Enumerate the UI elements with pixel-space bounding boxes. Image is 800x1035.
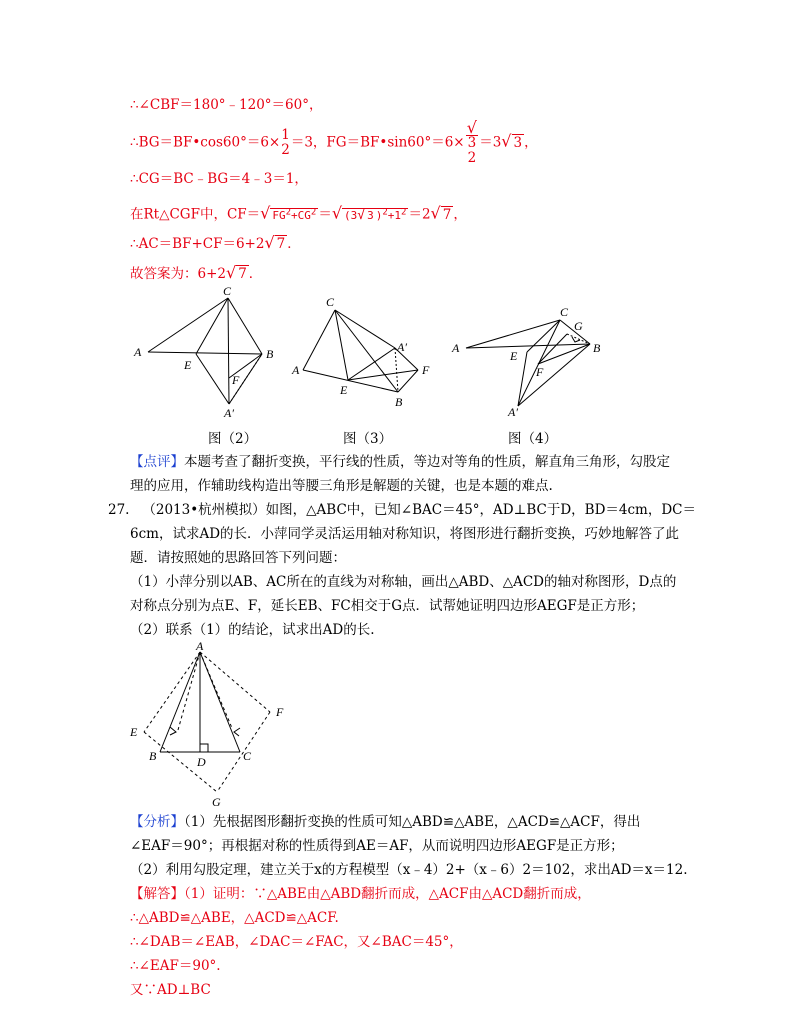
svg-text:F: F [422, 363, 430, 377]
svg-text:D: D [197, 755, 206, 769]
solution-line-3: ∴CG＝BC﹣BG＝4﹣3＝1， [130, 171, 308, 187]
solution-line-2: ∴BG＝BF•cos60°＝6× 1 2 ＝3，FG＝BF•sin60°＝6× √ 3 2 ＝3√ 3 ， [130, 118, 538, 166]
solution-line-2-b: ＝3，FG＝BF•sin60°＝6× [290, 134, 465, 151]
comment-line-2: 理的应用，作辅助线构造出等腰三角形是解题的关键，也是本题的难点. [130, 478, 553, 494]
sqrt-part: +1 [387, 208, 402, 222]
solution-line-4: 在Rt△CGF中，CF＝√ $FG^2+CG^2$ ＝√ (3√ 3 )$^2+1^2 =2√$ 7 ， [130, 203, 467, 223]
fig4-caption: 图（4） [508, 431, 558, 447]
svg-text:C: C [560, 305, 569, 319]
svg-text:A: A [292, 363, 300, 377]
svg-text:A′: A′ [508, 405, 518, 419]
solution-line-2-c: ＝3 [479, 134, 502, 151]
solution-line-6-a: 故答案为：6+2 [130, 266, 226, 282]
svg-text:A: A [196, 640, 204, 653]
equals: ＝ [318, 206, 332, 223]
svg-text:E: E [340, 383, 348, 397]
answer-line-5: 又∵AD⊥BC [130, 982, 211, 998]
comment-line-1 [130, 453, 670, 471]
figure-2 [148, 298, 262, 404]
problem-27-line-3: 题．请按照她的思路回答下列问题： [130, 550, 346, 566]
problem-text-1: （2013•杭州模拟）如图，△ABC中，已知∠BAC＝45°，AD⊥BC于D，BD＝4cm，DC＝ [142, 502, 696, 518]
solution-line-5: ∴AC＝BF+CF＝6+2√ 7 ． [130, 233, 301, 252]
problem-27-line-5: 对称点分别为点E、F，延长EB、FC相交于G点．试帮她证明四边形AEGF是正方形； [130, 598, 645, 614]
punct: ， [453, 206, 467, 223]
svg-text:B: B [395, 395, 403, 409]
svg-text:C: C [326, 295, 335, 309]
svg-text:F: F [536, 365, 544, 379]
fig3-caption: 图（3） [343, 431, 393, 447]
answer-line-1 [130, 885, 591, 903]
fraction-den: 2 [281, 142, 290, 158]
analysis-line-2: ∠EAF＝90°；再根据对称的性质得到AE＝AF，从而说明四边形AEGF是正方形； [130, 838, 624, 854]
figure-4 [466, 320, 590, 406]
sqrt-radicand: 3 [367, 208, 374, 222]
sqrt-part: ) [375, 208, 383, 222]
svg-text:A: A [452, 341, 460, 355]
svg-text:E: E [184, 358, 192, 372]
answer-tag: 【解答】 [130, 886, 184, 902]
answer-line-2: ∴△ABD≌△ABE，△ACD≌△ACF. [130, 910, 339, 926]
result: ＝2 [408, 206, 431, 223]
comment-tag: 【点评】 [130, 454, 184, 470]
svg-text:A′: A′ [224, 406, 234, 420]
punct: ， [524, 134, 538, 151]
sqrt-part: (3 [344, 208, 358, 222]
svg-text:G: G [574, 319, 583, 333]
solution-line-4-a: 在Rt△CGF中，CF＝ [130, 206, 261, 223]
svg-text:B: B [266, 347, 274, 361]
solution-line-6: 故答案为：6+2√ 7 ． [130, 263, 263, 282]
svg-text:F: F [232, 373, 240, 387]
solution-line-1: ∴∠CBF＝180°﹣120°＝60°， [130, 97, 323, 113]
label-C: C [223, 284, 232, 298]
fraction-den: 2 [467, 150, 477, 166]
punct: ． [248, 266, 263, 282]
analysis-text-1: （1）先根据图形翻折变换的性质可知△ABD≌△ABE，△ACD≌△ACF，得出 [184, 814, 641, 830]
sqrt-radicand: 3 [467, 135, 477, 151]
sqrt-radicand: 3 [513, 134, 523, 151]
fraction-num: 1 [281, 127, 290, 143]
svg-text:B: B [593, 341, 601, 355]
analysis-tag: 【分析】 [130, 814, 184, 830]
problem-27-line-2: 6cm，试求AD的长．小萍同学灵活运用轴对称知识，将图形进行翻折变换，巧妙地解答了此 [130, 526, 680, 542]
svg-text:A: A [134, 345, 142, 359]
sqrt-fg: FG [272, 208, 286, 222]
svg-text:F: F [276, 705, 284, 719]
svg-text:B: B [149, 749, 157, 763]
svg-text:A′: A′ [397, 340, 407, 354]
answer-line-3: ∴∠DAB＝∠EAB，∠DAC＝∠FAC，又∠BAC＝45°， [130, 934, 463, 950]
fraction-sqrt3-half: √ 3 2 [466, 118, 477, 166]
sqrt-cg: +CG [291, 208, 311, 222]
fraction-one-half [281, 128, 290, 158]
analysis-line-3: （2）利用勾股定理，建立关于x的方程模型（x﹣4）2+（x﹣6）2＝102，求出AD＝x＝12. [130, 862, 688, 878]
sqrt-radicand: 7 [276, 236, 286, 252]
svg-text:E: E [130, 725, 138, 739]
solution-line-2-a: ∴BG＝BF•cos60°＝6× [130, 134, 281, 151]
comment-text-1: 本题考查了翻折变换，平行线的性质，等边对等角的性质，解直角三角形，勾股定 [184, 454, 670, 470]
problem-27-line-4: （1）小萍分别以AB、AC所在的直线为对称轴，画出△ABD、△ACD的轴对称图形，D点的 [130, 574, 677, 590]
problem-27-line-6: （2）联系（1）的结论，试求出AD的长. [130, 622, 375, 638]
problem-number: 27. [108, 502, 130, 518]
answer-line-4: ∴∠EAF＝90°. [130, 958, 221, 974]
answer-text-1: （1）证明：∵△ABE由△ABD翻折而成，△ACF由△ACD翻折而成， [184, 886, 591, 902]
svg-text:C: C [243, 749, 252, 763]
solution-line-5-a: ∴AC＝BF+CF＝6+2 [130, 236, 265, 252]
svg-text:G: G [212, 795, 221, 809]
analysis-line-1 [130, 813, 640, 831]
punct: ． [287, 236, 301, 252]
sqrt-radicand: 7 [442, 206, 452, 223]
svg-text:E: E [510, 349, 518, 363]
sqrt-radicand: 7 [238, 266, 247, 282]
geometry-figure-square [120, 640, 320, 810]
fig2-caption: 图（2） [208, 431, 258, 447]
problem-27-line-1 [108, 501, 696, 519]
geometry-figures-top [0, 280, 800, 445]
